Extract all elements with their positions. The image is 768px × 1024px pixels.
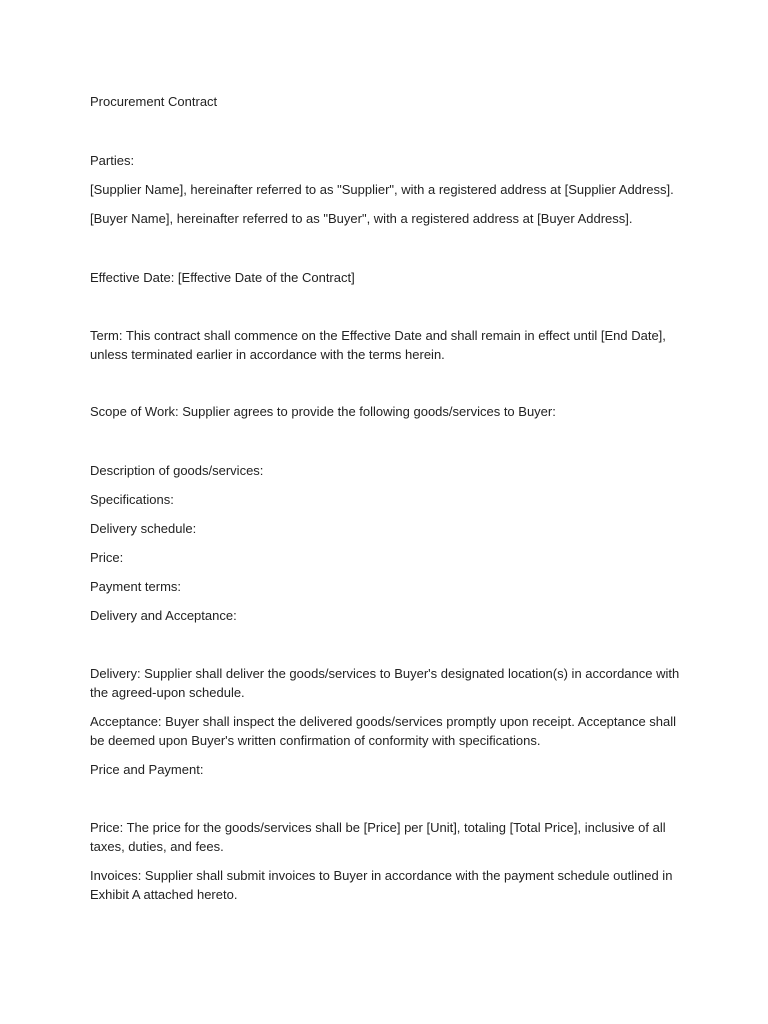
paragraph-buyer [90, 209, 632, 228]
line: Delivery schedule: [90, 521, 197, 536]
line: unless terminated earlier in accordance with the terms herein. [90, 347, 445, 362]
paragraph-scope [90, 402, 556, 421]
line: Price: [90, 550, 124, 565]
paragraph-payment-terms [90, 577, 181, 596]
paragraph-delivery-acceptance-heading [90, 606, 237, 625]
paragraph-acceptance [90, 712, 676, 750]
paragraph-delivery [90, 664, 679, 702]
line: [Buyer Name], hereinafter referred to as "Buyer", with a registered address at [Buyer Address]. [90, 211, 633, 226]
line: be deemed upon Buyer's written confirmation of conformity with specifications. [90, 733, 541, 748]
line: Price: The price for the goods/services shall be [Price] per [Unit], totaling [Total Price], inclusive of all [90, 820, 666, 835]
paragraph-parties-heading [90, 151, 134, 170]
paragraph-description [90, 461, 263, 480]
line: Invoices: Supplier shall submit invoices to Buyer in accordance with the payment schedule outlined in [90, 868, 673, 883]
line: Exhibit A attached hereto. [90, 887, 238, 902]
paragraph-delivery-schedule [90, 519, 196, 538]
line: Parties: [90, 153, 135, 168]
line: Delivery: Supplier shall deliver the goods/services to Buyer's designated location(s) in accordance with [90, 666, 680, 681]
line: Effective Date: [Effective Date of the Contract] [90, 270, 355, 285]
paragraph-price-label [90, 548, 123, 567]
line: Scope of Work: Supplier agrees to provide the following goods/services to Buyer: [90, 404, 556, 419]
paragraph-price-payment-heading [90, 760, 203, 779]
line: [Supplier Name], hereinafter referred to as "Supplier", with a registered address at [Supplier Address]. [90, 182, 674, 197]
paragraph-invoices [90, 866, 672, 904]
document-title [90, 92, 217, 111]
line: Specifications: [90, 492, 174, 507]
paragraph-effective-date [90, 268, 355, 287]
line: Term: This contract shall commence on the Effective Date and shall remain in effect until [End Date], [90, 328, 666, 343]
title-text: Procurement Contract [90, 94, 218, 109]
line: Delivery and Acceptance: [90, 608, 237, 623]
line: Description of goods/services: [90, 463, 264, 478]
line: Payment terms: [90, 579, 182, 594]
line: Acceptance: Buyer shall inspect the delivered goods/services promptly upon receipt. Acceptance shall [90, 714, 677, 729]
paragraph-specifications [90, 490, 174, 509]
paragraph-price [90, 818, 666, 856]
paragraph-term [90, 326, 666, 364]
line: Price and Payment: [90, 762, 204, 777]
line: taxes, duties, and fees. [90, 839, 224, 854]
line: the agreed-upon schedule. [90, 685, 245, 700]
paragraph-supplier [90, 180, 674, 199]
